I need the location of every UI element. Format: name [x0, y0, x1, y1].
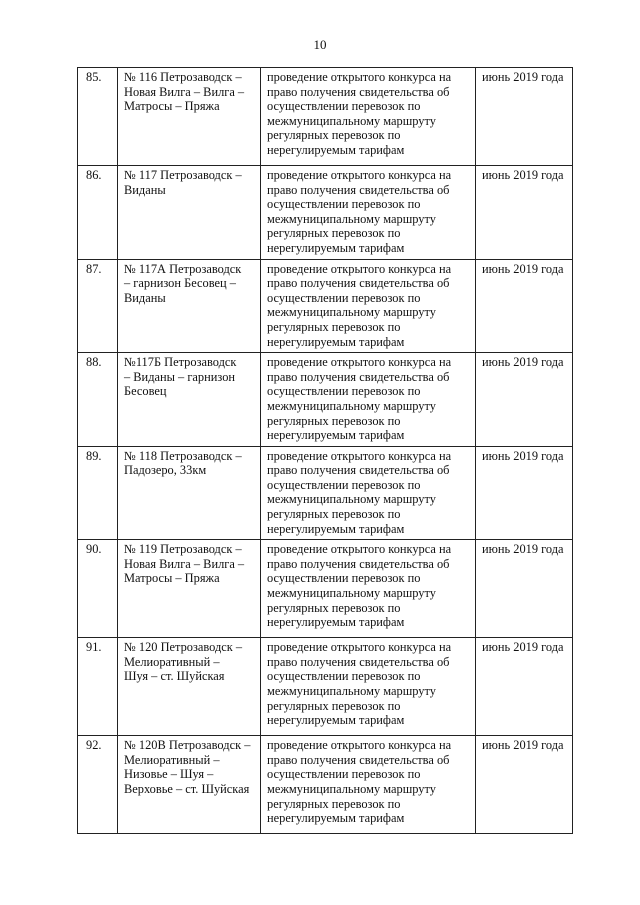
- route-cell: [118, 166, 261, 260]
- row-number-cell: [78, 259, 118, 353]
- event-date: июнь 2019 года: [482, 542, 564, 557]
- route-name: №117Б Петрозаводск – Виданы – гарнизон Бесовец: [124, 355, 237, 399]
- date-cell: [476, 353, 573, 447]
- date-cell: [476, 736, 573, 834]
- row-number-cell: [78, 166, 118, 260]
- row-number: 87.: [86, 261, 102, 276]
- route-cell: [118, 446, 261, 540]
- row-number-cell: [78, 736, 118, 834]
- page-number: 10: [313, 37, 327, 52]
- route-name: № 117 Петрозаводск – Виданы: [124, 168, 242, 197]
- table-row: [78, 353, 573, 447]
- date-cell: [476, 446, 573, 540]
- row-number: 89.: [86, 448, 102, 463]
- event-date: июнь 2019 года: [482, 261, 564, 276]
- table-row: [78, 446, 573, 540]
- schedule-table: [77, 67, 573, 834]
- route-name: № 119 Петрозаводск – Новая Вилга – Вилга – Матросы – Пряжа: [124, 542, 245, 586]
- event-description: проведение открытого конкурса на право получения свидетельства об осуществлении перевозок по межмуниципальному маршруту регулярных перевозок по нерегулируемым тарифам: [267, 70, 452, 157]
- route-cell: [118, 353, 261, 447]
- table-row: [78, 540, 573, 638]
- row-number: 88.: [86, 355, 102, 370]
- route-cell: [118, 736, 261, 834]
- event-description: проведение открытого конкурса на право получения свидетельства об осуществлении перевозок по межмуниципальному маршруту регулярных перевозок по нерегулируемым тарифам: [267, 261, 452, 349]
- event-cell: [261, 259, 476, 353]
- event-description: проведение открытого конкурса на право получения свидетельства об осуществлении перевозок по межмуниципальному маршруту регулярных перевозок по нерегулируемым тарифам: [267, 448, 452, 536]
- event-description: проведение открытого конкурса на право получения свидетельства об осуществлении перевозок по межмуниципальному маршруту регулярных перевозок по нерегулируемым тарифам: [267, 640, 452, 728]
- route-name: № 116 Петрозаводск – Новая Вилга – Вилга – Матросы – Пряжа: [124, 70, 245, 114]
- event-date: июнь 2019 года: [482, 738, 564, 753]
- row-number-cell: [78, 68, 118, 166]
- row-number: 85.: [86, 70, 102, 84]
- table-row: [78, 68, 573, 166]
- event-cell: [261, 736, 476, 834]
- event-cell: [261, 446, 476, 540]
- event-description: проведение открытого конкурса на право получения свидетельства об осуществлении перевозок по межмуниципальному маршруту регулярных перевозок по нерегулируемым тарифам: [267, 355, 452, 443]
- row-number-cell: [78, 540, 118, 638]
- event-date: июнь 2019 года: [482, 168, 564, 182]
- event-description: проведение открытого конкурса на право получения свидетельства об осуществлении перевозок по межмуниципальному маршруту регулярных перевозок по нерегулируемым тарифам: [267, 168, 452, 255]
- table-row: [78, 736, 573, 834]
- event-cell: [261, 638, 476, 736]
- row-number: 86.: [86, 168, 102, 182]
- event-date: июнь 2019 года: [482, 355, 564, 370]
- route-cell: [118, 259, 261, 353]
- date-cell: [476, 540, 573, 638]
- route-name: № 120 Петрозаводск – Мелиоративный – Шуя – ст. Шуйская: [124, 640, 243, 684]
- event-cell: [261, 353, 476, 447]
- schedule-table-body: [78, 68, 573, 834]
- row-number: 90.: [86, 542, 102, 557]
- row-number-cell: [78, 353, 118, 447]
- table-row: [78, 166, 573, 260]
- event-cell: [261, 166, 476, 260]
- route-name: № 117А Петрозаводск – гарнизон Бесовец – Виданы: [124, 261, 242, 305]
- event-date: июнь 2019 года: [482, 70, 564, 84]
- row-number: 91.: [86, 640, 102, 655]
- date-cell: [476, 259, 573, 353]
- row-number: 92.: [86, 738, 102, 753]
- route-name: № 120В Петрозаводск – Мелиоративный – Низовье – Шуя – Верховье – ст. Шуйская: [124, 738, 251, 797]
- event-description: проведение открытого конкурса на право получения свидетельства об осуществлении перевозок по межмуниципальному маршруту регулярных перевозок по нерегулируемым тарифам: [267, 738, 452, 826]
- event-cell: [261, 540, 476, 638]
- date-cell: [476, 166, 573, 260]
- route-cell: [118, 68, 261, 166]
- route-name: № 118 Петрозаводск – Падозеро, 33км: [124, 448, 242, 478]
- route-cell: [118, 638, 261, 736]
- event-date: июнь 2019 года: [482, 640, 564, 655]
- event-date: июнь 2019 года: [482, 448, 564, 463]
- route-cell: [118, 540, 261, 638]
- table-row: [78, 259, 573, 353]
- date-cell: [476, 68, 573, 166]
- event-cell: [261, 68, 476, 166]
- row-number-cell: [78, 638, 118, 736]
- date-cell: [476, 638, 573, 736]
- table-row: [78, 638, 573, 736]
- row-number-cell: [78, 446, 118, 540]
- event-description: проведение открытого конкурса на право получения свидетельства об осуществлении перевозок по межмуниципальному маршруту регулярных перевозок по нерегулируемым тарифам: [267, 542, 452, 630]
